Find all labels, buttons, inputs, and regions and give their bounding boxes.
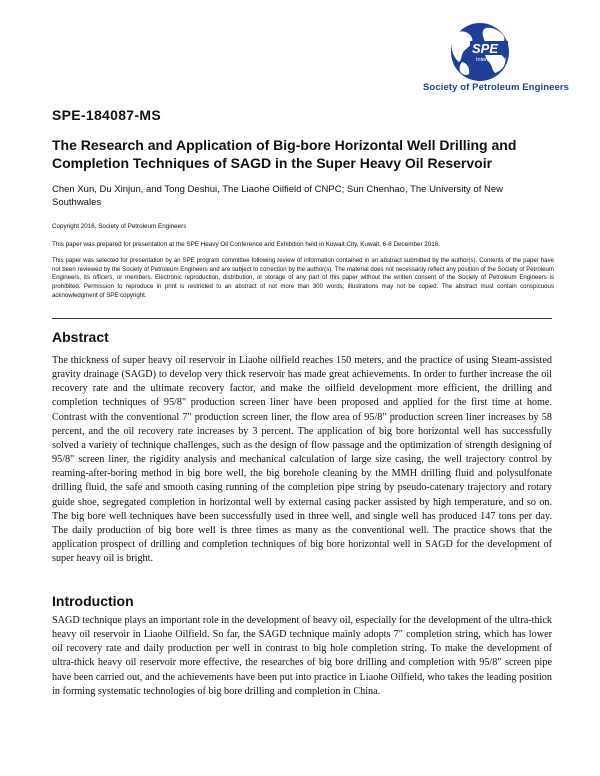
author-list: Chen Xun, Du Xinjun, and Tong Deshui, The Liaohe Oilfield of CNPC; Sun Chenhao, The University of New Southwales [52,184,503,208]
abstract-heading: Abstract [52,329,109,345]
section-divider [52,318,552,319]
copyright-notice: Copyright 2016, Society of Petroleum Engineers [52,223,187,230]
abstract-body: The thickness of super heavy oil reservoir in Liaohe oilfield reaches 150 meters, and the practice of using Steam-assisted gravity drainage (SAGD) to develop very thick reservoir has made great achievements. In order to further increase the oil recovery rate and the ultimate recovery factor, and make the oilfield development more efficient, the drilling and completion techniques of 95/8" production screen liner have been proposed and applied for the first time at home. Contrast with the conventional 7" production screen liner, the flow area of 95/8" production screen liner increases by 58 percent, and the oil recovery rate increases by 3 percent. The application of big bore horizontal well has successfully solved a variety of technique challenges, such as the design of flow passage and the optimization of strength designing of 95/8" screen liner, the rigidity analysis and mechanical calculation of large size casing, the well trajectory control by reaming-after-boring method in big bore well, the big borehole cleaning by the MMH drilling fluid and polysulfonate drilling fluid, the safe and smooth casing running of the completion pipe string by pseudo-catenary trajectory and rotary guide shoe, segregated completion in horizontal well by external casing packer assisted by high temperature, and so on. The big bore well techniques have been successfully used in three well, and single well has produced 147 tons per day. The daily production of big bore well is three times as many as the conventional well. The practice shows that the application prospect of drilling and completion techniques of big bore horizontal well in SAGD for the development of super heavy oil is bright. [52,355,552,565]
svg-text:SPE: SPE [472,41,499,56]
paper-id: SPE-184087-MS [52,107,161,123]
paper-title: The Research and Application of Big-bore Horizontal Well Drilling and Completion Techniques of SAGD in the Super Heavy Oil Reservoir [52,137,517,171]
spe-logo [421,22,539,82]
disclaimer-text: This paper was selected for presentation by an SPE program committee following review of information contained in an abstract submitted by the author(s). Contents of the paper have not been reviewed by the Society of Petroleum Engineers and are subject to correction by the author(s). The material does not necessarily reflect any position of the Society of Petroleum Engineers, its officers, or members. Electronic reproduction, distribution, or storage of any part of this paper without the written consent of the Society of Petroleum Engineers is prohibited. Permission to reproduce in print is restricted to an abstract of not more than 300 words; illustrations may not be copied. The abstract must contain conspicuous acknowledgment of SPE copyright. [52,257,554,299]
presentation-note: This paper was prepared for presentation at the SPE Heavy Oil Conference and Exhibition held in Kuwait City, Kuwait, 6-8 December 2016. [52,241,441,248]
society-name: Society of Petroleum Engineers [423,82,570,93]
introduction-body: SAGD technique plays an important role in the development of heavy oil, especially for the development of the ultra-thick heavy oil reservoir in Liaohe Oilfield. So far, the SAGD technique mainly adopts 7″ completion string, which has lower oil recovery rate and daily production per well in contrast to big hole completion string. To make the development of ultra-thick heavy oil reservoir more effective, the researches of big bore drilling and completion with 95/8″ screen pipe have been carried out, and the achievements have been put into practice in Liaohe Oilfield, who takes the leading position in forming systematic technologies of big bore drilling and completion in China. [52,615,552,697]
globe-icon [432,22,528,82]
introduction-heading: Introduction [52,593,134,609]
svg-text:International: International [476,57,507,63]
